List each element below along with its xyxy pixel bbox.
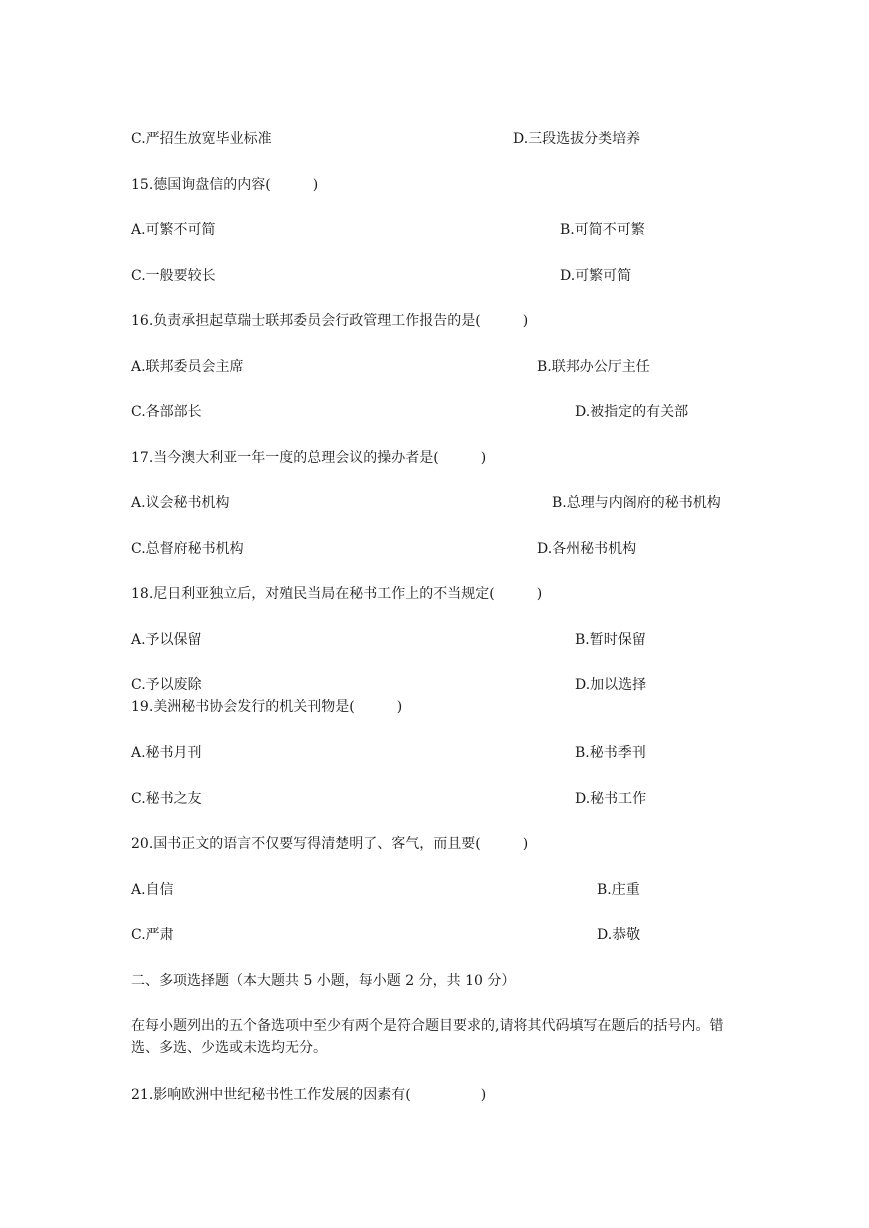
q14-option-d: D.三段选拔分类培养: [513, 131, 641, 147]
q19-option-c: C.秘书之友: [131, 791, 202, 807]
q16-stem: 16.负责承担起草瑞士联邦委员会行政管理工作报告的是( ): [131, 313, 529, 329]
q15-option-d: D.可繁可简: [560, 268, 632, 284]
q15-stem: 15.德国询盘信的内容( ): [131, 177, 319, 193]
q19-option-b: B.秘书季刊: [575, 745, 646, 761]
q21-stem: 21.影响欧洲中世纪秘书性工作发展的因素有( ): [131, 1087, 487, 1103]
q17-option-a: A.议会秘书机构: [131, 495, 230, 511]
q18-option-c: C.予以废除: [131, 677, 202, 693]
q15-option-a: A.可繁不可简: [131, 222, 216, 238]
q17-option-b: B.总理与内阁府的秘书机构: [552, 495, 721, 511]
q17-stem: 17.当今澳大利亚一年一度的总理会议的操办者是( ): [131, 450, 487, 466]
q17-option-d: D.各州秘书机构: [537, 541, 637, 557]
q17-option-c: C.总督府秘书机构: [131, 541, 244, 557]
q16-option-d: D.被指定的有关部: [575, 404, 689, 420]
q16-option-b: B.联邦办公厅主任: [537, 359, 650, 375]
q15-option-c: C.一般要较长: [131, 268, 216, 284]
q20-option-d: D.恭敬: [597, 927, 641, 943]
q19-option-d: D.秘书工作: [575, 791, 647, 807]
q16-option-a: A.联邦委员会主席: [131, 359, 244, 375]
q15-option-b: B.可简不可繁: [560, 222, 645, 238]
section-instructions: 在每小题列出的五个备选项中至少有两个是符合题目要求的,请将其代码填写在题后的括号内。错选、多选、少选或未选均无分。: [131, 1018, 724, 1056]
q19-option-a: A.秘书月刊: [131, 745, 202, 761]
q20-stem: 20.国书正文的语言不仅要写得清楚明了、客气，而且要( ): [131, 836, 529, 852]
q20-option-c: C.严肃: [131, 927, 174, 943]
q19-stem: 19.美洲秘书协会发行的机关刊物是( ): [131, 699, 403, 715]
q20-option-b: B.庄重: [597, 882, 640, 898]
q18-option-b: B.暂时保留: [575, 632, 646, 648]
q20-option-a: A.自信: [131, 882, 174, 898]
q18-option-d: D.加以选择: [575, 677, 647, 693]
q14-option-c: C.严招生放宽毕业标准: [131, 131, 272, 147]
q16-option-c: C.各部部长: [131, 404, 202, 420]
section-heading: 二、多项选择题（本大题共 5 小题，每小题 2 分，共 10 分）: [131, 973, 516, 989]
q18-option-a: A.予以保留: [131, 632, 202, 648]
q18-stem: 18.尼日利亚独立后，对殖民当局在秘书工作上的不当规定( ): [131, 586, 543, 602]
